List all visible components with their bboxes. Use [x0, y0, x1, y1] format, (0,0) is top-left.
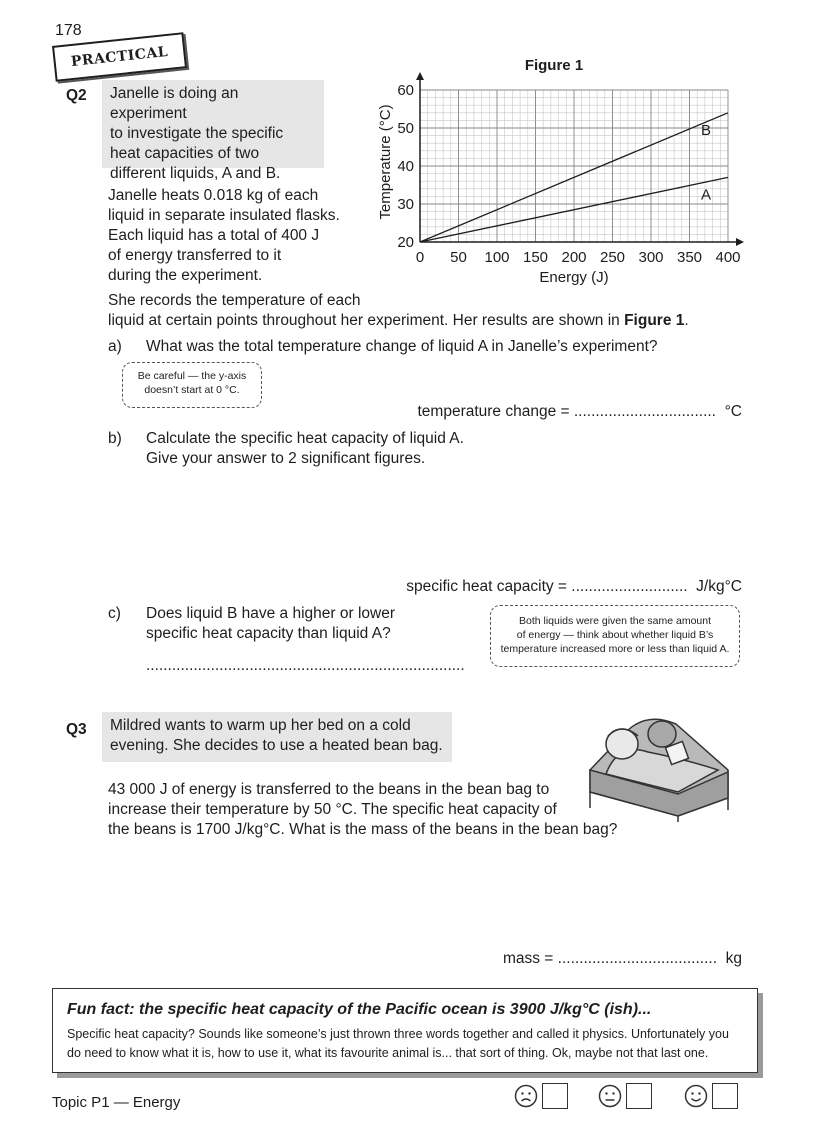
y-tick-label: 30: [397, 196, 414, 213]
q2-setup-line: of energy transferred to it: [108, 247, 282, 264]
x-tick-label: 100: [484, 249, 510, 266]
figure-1-chart: [368, 50, 748, 290]
x-axis-label: Energy (J): [539, 269, 609, 286]
q2-intro-line: heat capacities of two: [110, 145, 260, 162]
series-label-B: B: [700, 121, 712, 139]
y-axis-arrow-icon: [416, 72, 424, 80]
part-b-answer-line[interactable]: specific heat capacity = ........................... J/kg°C: [406, 578, 742, 595]
q2-intro-line: different liquids, A and B.: [110, 165, 281, 182]
x-tick-label: 400: [715, 249, 741, 266]
x-tick-label: 0: [415, 249, 425, 266]
part-c-question: [146, 604, 466, 644]
q3-intro: [102, 712, 452, 762]
part-c-hint: [490, 605, 740, 667]
rating-neutral[interactable]: [598, 1083, 658, 1111]
q2-results-line: [108, 311, 748, 331]
y-tick-label: 40: [397, 158, 414, 175]
x-tick-label: 50: [450, 249, 467, 266]
q2-setup-line: Janelle heats 0.018 kg of each: [108, 187, 319, 204]
q2-setup-line: during the experiment.: [108, 267, 263, 284]
practical-badge: PRACTICAL: [52, 32, 187, 82]
hint-line: Both liquids were given the same amount: [518, 615, 712, 627]
topic-footer: Topic P1 — Energy: [52, 1094, 181, 1111]
hint-line: of energy — think about whether liquid B’s: [516, 629, 714, 641]
part-a-hint: [122, 362, 262, 408]
results-suffix: .: [684, 312, 689, 329]
rating-checkbox[interactable]: [712, 1083, 738, 1109]
q2-intro-line: to investigate the specific: [110, 125, 284, 142]
q2-setup-line: liquid in separate insulated flasks.: [108, 207, 340, 224]
fun-fact-line: Specific heat capacity? Sounds like someone’s just thrown three words together and called it physics. Unfortunately you: [67, 1027, 729, 1041]
x-tick-label: 200: [561, 249, 587, 266]
q3-intro-line: evening. She decides to use a heated bean bag.: [110, 737, 443, 754]
x-tick-label: 300: [638, 249, 664, 266]
happy-face-icon: [684, 1084, 708, 1108]
rating-happy[interactable]: [684, 1083, 744, 1111]
q3-number: Q3: [66, 721, 87, 738]
q2-records-line: She records the temperature of each: [108, 292, 361, 309]
part-c-question-line: specific heat capacity than liquid A?: [146, 625, 391, 642]
part-a-question: What was the total temperature change of liquid A in Janelle’s experiment?: [146, 338, 658, 355]
part-c-question-line: Does liquid B have a higher or lower: [146, 605, 395, 622]
y-tick-label: 60: [397, 82, 414, 99]
hint-line: Be careful — the y-axis: [137, 370, 247, 382]
x-tick-label: 250: [599, 249, 626, 266]
x-tick-label: 150: [522, 249, 549, 266]
q2-setup: [108, 186, 368, 286]
q3-body: [108, 780, 638, 840]
x-tick-label: 350: [676, 249, 703, 266]
rating-sad[interactable]: [514, 1083, 574, 1111]
y-tick-label: 50: [397, 120, 414, 137]
hint-line: temperature increased more or less than liquid A.: [500, 643, 730, 655]
part-b-question: [146, 429, 706, 469]
q2-intro-line: Janelle is doing an experiment: [110, 85, 239, 122]
hint-line: doesn’t start at 0 °C.: [144, 384, 240, 396]
y-tick-label: 20: [397, 234, 414, 251]
results-figure-ref: Figure 1: [624, 312, 685, 329]
fun-fact-line: do need to know what it is, how to use it, what its favourite animal is... that sort of thing. Ok, maybe not that last one.: [67, 1046, 709, 1060]
q3-body-line: 43 000 J of energy is transferred to the beans in the bean bag to: [108, 781, 550, 798]
fun-fact-body: [67, 1025, 743, 1063]
q3-body-line: the beans is 1700 J/kg°C. What is the mass of the beans in the bean bag?: [108, 821, 618, 838]
q2-number: Q2: [66, 87, 87, 104]
part-a-answer-line[interactable]: temperature change = ................................. °C: [417, 403, 742, 420]
series-label-A: A: [700, 186, 712, 204]
q2-intro: [102, 80, 324, 182]
q2-records: [108, 291, 748, 331]
q2-setup-line: Each liquid has a total of 400 J: [108, 227, 320, 244]
part-a-letter: a): [108, 338, 122, 355]
fun-fact-title: Fun fact: the specific heat capacity of the Pacific ocean is 3900 J/kg°C (ish)...: [67, 1001, 652, 1018]
page-number: 178: [55, 22, 82, 39]
part-b-letter: b): [108, 430, 122, 447]
part-b-question-line: Give your answer to 2 significant figures.: [146, 450, 426, 467]
rating-checkbox[interactable]: [626, 1083, 652, 1109]
q3-intro-line: Mildred wants to warm up her bed on a cold: [110, 717, 411, 734]
results-prefix: liquid at certain points throughout her experiment. Her results are shown in: [108, 312, 625, 329]
fun-fact-box: [52, 988, 758, 1073]
part-b-question-line: Calculate the specific heat capacity of liquid A.: [146, 430, 464, 447]
chart-title: Figure 1: [524, 57, 584, 74]
q3-answer-line[interactable]: mass = ..................................... kg: [502, 950, 742, 967]
part-c-answer-line[interactable]: ..........................................................................: [146, 657, 465, 674]
part-c-letter: c): [108, 605, 121, 622]
neutral-face-icon: [598, 1084, 622, 1108]
sad-face-icon: [514, 1084, 538, 1108]
rating-checkbox[interactable]: [542, 1083, 568, 1109]
bed-illustration: [578, 712, 748, 822]
y-axis-label: Temperature (°C): [377, 104, 394, 220]
x-axis-arrow-icon: [736, 238, 744, 246]
q3-body-line: increase their temperature by 50 °C. The specific heat capacity of: [108, 801, 557, 818]
